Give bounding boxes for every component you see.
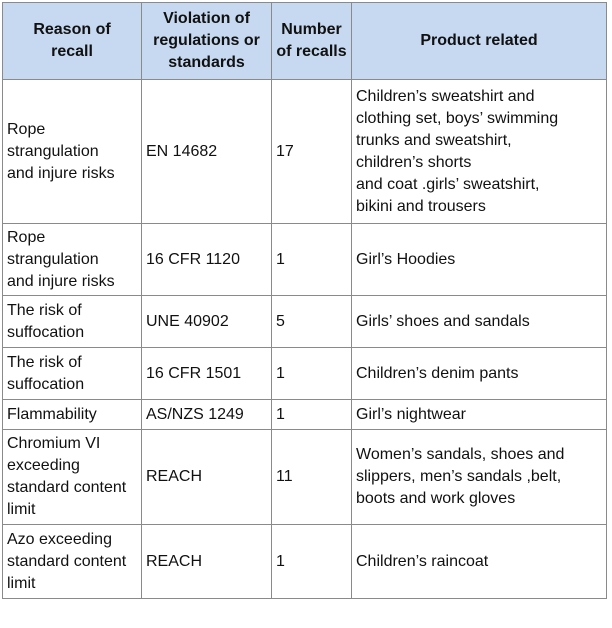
cell-reason: Azo exceeding standard content limit xyxy=(3,525,142,599)
cell-product: Girl’s nightwear xyxy=(352,400,607,430)
cell-reason: Flammability xyxy=(3,400,142,430)
header-number: Number of recalls xyxy=(272,3,352,80)
cell-count: 1 xyxy=(272,400,352,430)
cell-reason: The risk of suffocation xyxy=(3,348,142,400)
header-reason: Reason of recall xyxy=(3,3,142,80)
cell-count: 17 xyxy=(272,80,352,224)
table-row xyxy=(3,348,607,400)
cell-product: Children’s sweatshirt and clothing set, boys’ swimming trunks and sweatshirt, children’s shorts and coat .girls’ sweatshirt, bikini and trousers xyxy=(352,80,607,224)
header-violation: Violation of regulations or standards xyxy=(142,3,272,80)
table-body xyxy=(3,80,607,599)
cell-product: Children’s denim pants xyxy=(352,348,607,400)
cell-product: Girl’s Hoodies xyxy=(352,224,607,296)
header-product: Product related xyxy=(352,3,607,80)
cell-standard: AS/NZS 1249 xyxy=(142,400,272,430)
cell-reason: Rope strangulation and injure risks xyxy=(3,80,142,224)
cell-standard: REACH xyxy=(142,430,272,525)
cell-count: 1 xyxy=(272,224,352,296)
cell-reason: Chromium VI exceeding standard content limit xyxy=(3,430,142,525)
cell-count: 1 xyxy=(272,348,352,400)
table-row xyxy=(3,525,607,599)
cell-standard: 16 CFR 1120 xyxy=(142,224,272,296)
table-header xyxy=(3,3,607,80)
cell-product: Girls’ shoes and sandals xyxy=(352,296,607,348)
table-row xyxy=(3,296,607,348)
table-row xyxy=(3,400,607,430)
cell-count: 1 xyxy=(272,525,352,599)
cell-standard: 16 CFR 1501 xyxy=(142,348,272,400)
cell-count: 5 xyxy=(272,296,352,348)
cell-reason: Rope strangulation and injure risks xyxy=(3,224,142,296)
table-row xyxy=(3,80,607,224)
cell-standard: UNE 40902 xyxy=(142,296,272,348)
recall-table xyxy=(2,2,607,599)
cell-standard: EN 14682 xyxy=(142,80,272,224)
cell-count: 11 xyxy=(272,430,352,525)
cell-product: Children’s raincoat xyxy=(352,525,607,599)
cell-reason: The risk of suffocation xyxy=(3,296,142,348)
cell-standard: REACH xyxy=(142,525,272,599)
header-row xyxy=(3,3,607,80)
table-row xyxy=(3,224,607,296)
cell-product: Women’s sandals, shoes and slippers, men’s sandals ,belt, boots and work gloves xyxy=(352,430,607,525)
table-row xyxy=(3,430,607,525)
